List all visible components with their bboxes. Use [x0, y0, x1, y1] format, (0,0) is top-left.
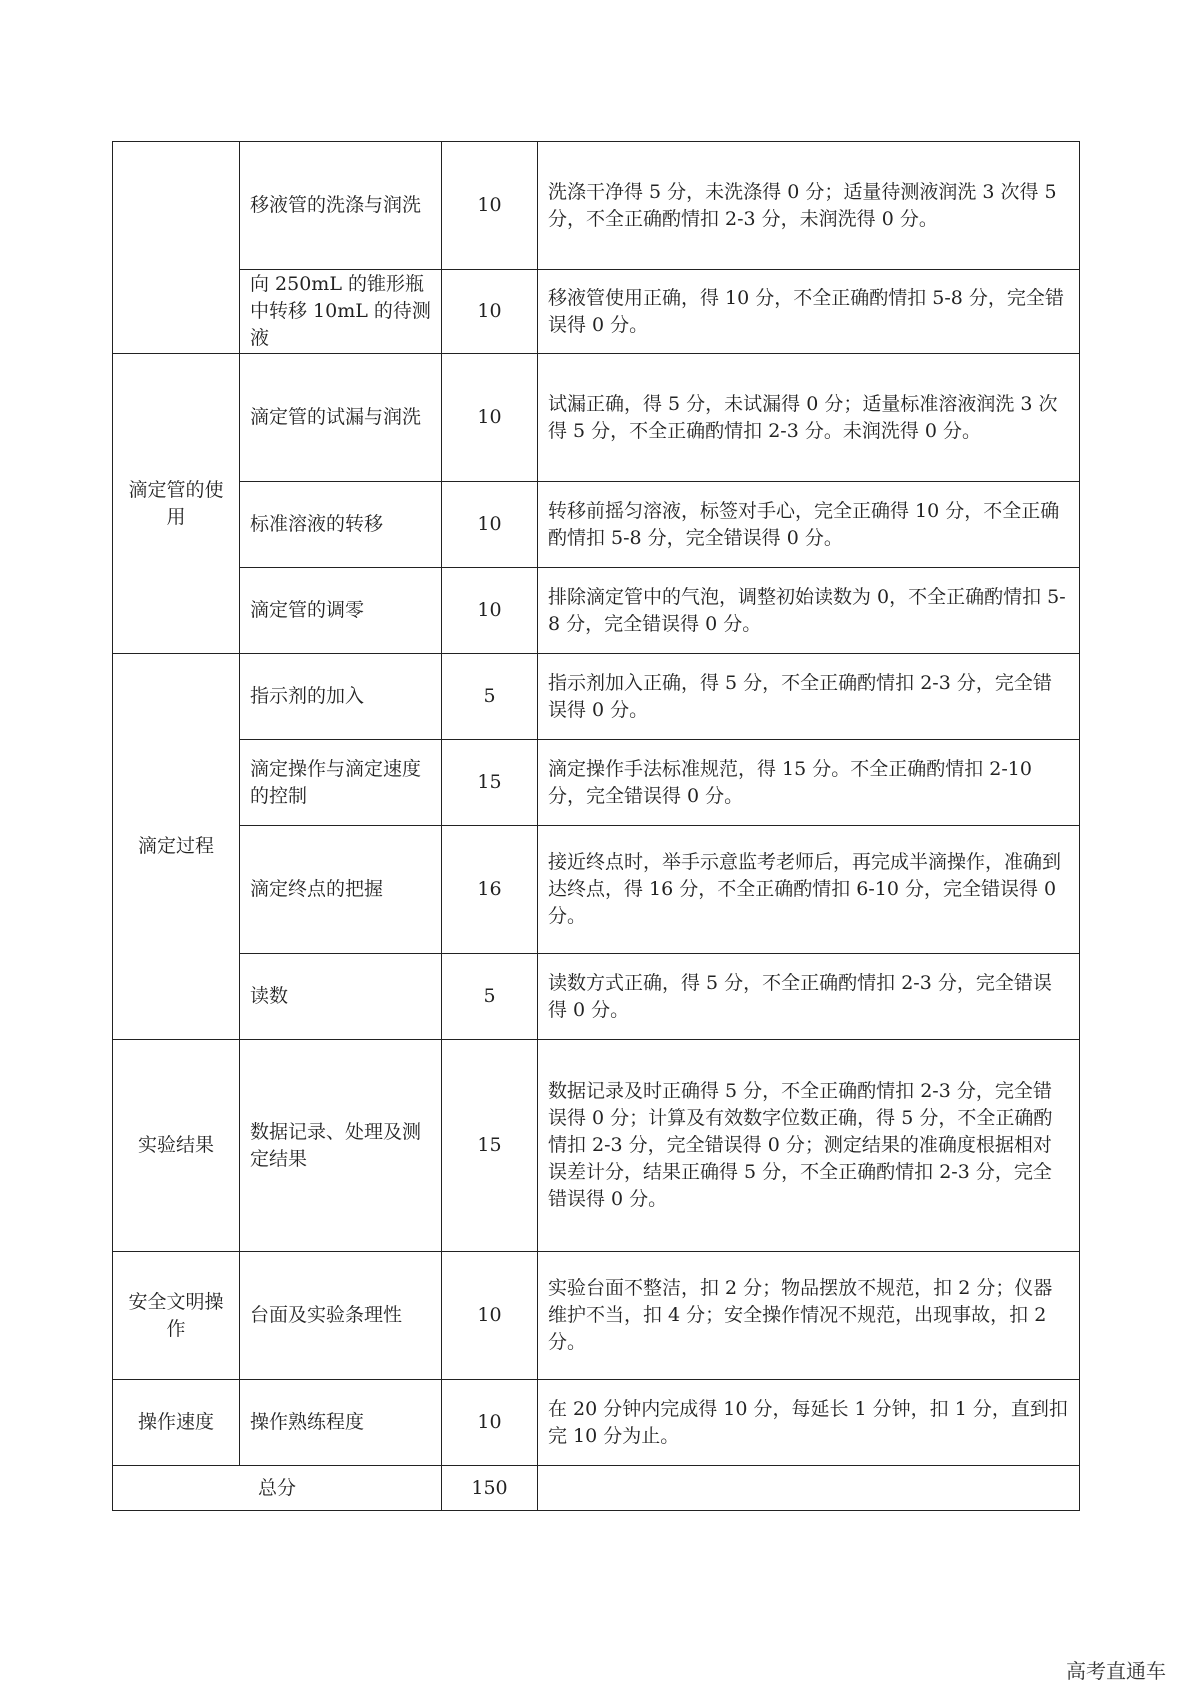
points-cell: 5 [442, 954, 538, 1040]
table-row [113, 482, 1080, 568]
category-cell-result: 实验结果 [113, 1040, 240, 1252]
table-row [113, 954, 1080, 1040]
criteria-cell: 数据记录及时正确得 5 分，不全正确酌情扣 2-3 分，完全错误得 0 分；计算及有效数字位数正确，得 5 分，不全正确酌情扣 2-3 分，完全错误得 0 分；测定结果的准确度根据相对误差计分，结果正确得 5 分，不全正确酌情扣 2-3 分，完全错误得 0 分。 [538, 1040, 1080, 1252]
item-cell: 移液管的洗涤与润洗 [240, 142, 442, 270]
table-row [113, 568, 1080, 654]
points-cell: 10 [442, 1252, 538, 1380]
total-points: 150 [442, 1466, 538, 1511]
criteria-cell: 在 20 分钟内完成得 10 分，每延长 1 分钟，扣 1 分，直到扣完 10 分为止。 [538, 1380, 1080, 1466]
table-row [113, 654, 1080, 740]
scoring-table [112, 141, 1080, 1511]
item-cell: 向 250mL 的锥形瓶中转移 10mL 的待测液 [240, 270, 442, 354]
criteria-cell: 实验台面不整洁，扣 2 分；物品摆放不规范，扣 2 分；仪器维护不当，扣 4 分；安全操作情况不规范，出现事故，扣 2 分。 [538, 1252, 1080, 1380]
criteria-cell: 排除滴定管中的气泡，调整初始读数为 0，不全正确酌情扣 5-8 分，完全错误得 0 分。 [538, 568, 1080, 654]
points-cell: 15 [442, 740, 538, 826]
criteria-cell: 指示剂加入正确，得 5 分，不全正确酌情扣 2-3 分，完全错误得 0 分。 [538, 654, 1080, 740]
points-cell: 5 [442, 654, 538, 740]
item-cell: 滴定管的试漏与润洗 [240, 354, 442, 482]
table-row [113, 1252, 1080, 1380]
category-cell-speed: 操作速度 [113, 1380, 240, 1466]
criteria-cell: 接近终点时，举手示意监考老师后，再完成半滴操作，准确到达终点，得 16 分，不全正确酌情扣 6-10 分，完全错误得 0 分。 [538, 826, 1080, 954]
table-row [113, 1040, 1080, 1252]
total-row [113, 1466, 1080, 1511]
table-row [113, 142, 1080, 270]
criteria-cell: 试漏正确，得 5 分，未试漏得 0 分；适量标准溶液润洗 3 次得 5 分，不全正确酌情扣 2-3 分。未润洗得 0 分。 [538, 354, 1080, 482]
points-cell: 10 [442, 142, 538, 270]
item-cell: 标准溶液的转移 [240, 482, 442, 568]
criteria-cell: 读数方式正确，得 5 分，不全正确酌情扣 2-3 分，完全错误得 0 分。 [538, 954, 1080, 1040]
table-row [113, 270, 1080, 354]
points-cell: 16 [442, 826, 538, 954]
item-cell: 数据记录、处理及测定结果 [240, 1040, 442, 1252]
points-cell: 10 [442, 568, 538, 654]
category-cell-burette: 滴定管的使用 [113, 354, 240, 654]
category-cell-pipette [113, 142, 240, 354]
item-cell: 滴定终点的把握 [240, 826, 442, 954]
criteria-cell: 转移前摇匀溶液，标签对手心，完全正确得 10 分，不全正确酌情扣 5-8 分，完全错误得 0 分。 [538, 482, 1080, 568]
total-criteria [538, 1466, 1080, 1511]
total-label: 总分 [113, 1466, 442, 1511]
points-cell: 10 [442, 270, 538, 354]
item-cell: 指示剂的加入 [240, 654, 442, 740]
item-cell: 滴定操作与滴定速度的控制 [240, 740, 442, 826]
item-cell: 读数 [240, 954, 442, 1040]
points-cell: 15 [442, 1040, 538, 1252]
watermark-text: 高考直通车 [1066, 1659, 1166, 1683]
category-cell-titration: 滴定过程 [113, 654, 240, 1040]
table-row [113, 826, 1080, 954]
item-cell: 滴定管的调零 [240, 568, 442, 654]
points-cell: 10 [442, 354, 538, 482]
criteria-cell: 移液管使用正确，得 10 分，不全正确酌情扣 5-8 分，完全错误得 0 分。 [538, 270, 1080, 354]
points-cell: 10 [442, 1380, 538, 1466]
category-cell-safety: 安全文明操作 [113, 1252, 240, 1380]
criteria-cell: 洗涤干净得 5 分，未洗涤得 0 分；适量待测液润洗 3 次得 5 分，不全正确酌情扣 2-3 分，未润洗得 0 分。 [538, 142, 1080, 270]
item-cell: 台面及实验条理性 [240, 1252, 442, 1380]
item-cell: 操作熟练程度 [240, 1380, 442, 1466]
points-cell: 10 [442, 482, 538, 568]
table-row [113, 1380, 1080, 1466]
table-row [113, 354, 1080, 482]
criteria-cell: 滴定操作手法标准规范，得 15 分。不全正确酌情扣 2-10 分，完全错误得 0 分。 [538, 740, 1080, 826]
table-row [113, 740, 1080, 826]
